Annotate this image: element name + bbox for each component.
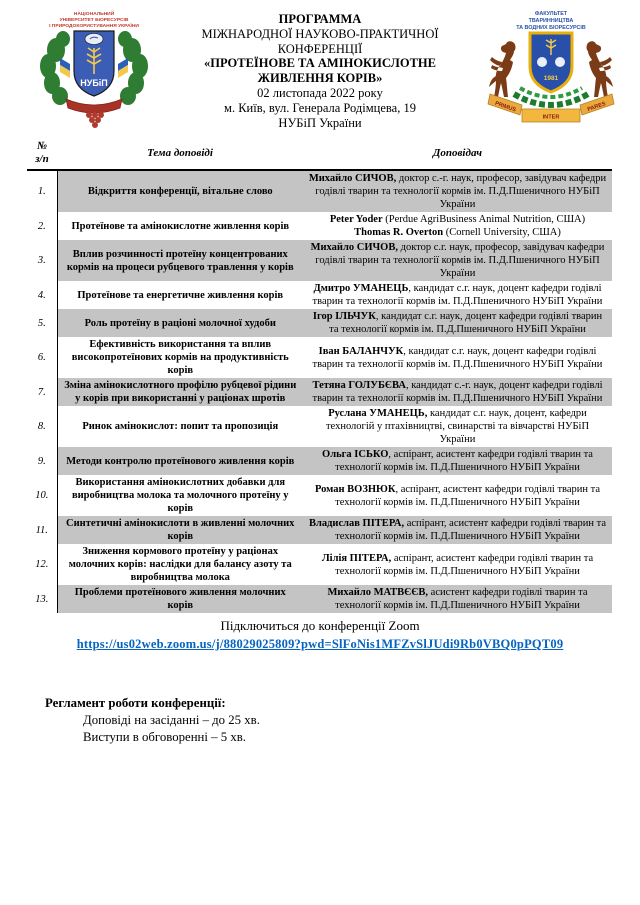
row-number: 8. (27, 406, 57, 447)
row-number: 10. (27, 475, 57, 516)
speaker-name: Peter Yoder (329, 214, 383, 225)
speaker-name: Владислав ПІТЕРА, (308, 518, 405, 529)
table-row (27, 585, 612, 613)
title-line: м. Київ, вул. Генерала Родімцева, 19 (224, 100, 416, 115)
table-row (27, 337, 612, 378)
speaker-name: Іван БАЛАНЧУК (318, 345, 404, 357)
cow-head-icon (537, 57, 547, 67)
faculty-year: 1981 (543, 75, 559, 82)
speaker-name: Михайло МАТВЄЄВ, (327, 587, 429, 598)
topic-cell: Використання амінокислотних добавки для виробництва молока та молочного протеїну у корів (71, 477, 289, 514)
column-header-topic: Тема доповіді (57, 138, 303, 170)
speaker-entry: Лілія ПІТЕРА, аспірант, асистент кафедри годівлі тварин та технології кормів ім. П.Д.Пшеничного НУБіП України (321, 552, 594, 577)
speaker-entry: Peter Yoder (Perdue AgriBusiness Animal Nutrition, США) (329, 214, 586, 225)
speaker-name: Дмитро УМАНЕЦЬ (313, 283, 409, 294)
ribbon-word: PARES (586, 101, 607, 113)
university-shield-icon (74, 31, 114, 96)
row-number: 4. (27, 281, 57, 309)
speaker-cell (303, 406, 612, 447)
banner-icon (66, 99, 122, 113)
university-name-line: І ПРИРОДОКОРИСТУВАННЯ УКРАЇНИ (49, 24, 139, 29)
speaker-cell (303, 544, 612, 585)
speaker-entry: Михайло СИЧОВ, доктор с.-г. наук, професор, завідувач кафедри годівлі тварин та технології кормів ім. П.Д.Пшеничного НУБіП України (308, 173, 607, 210)
table-row (27, 447, 612, 475)
speaker-entry: Thomas R. Overton (Cornell University, США) (354, 227, 561, 238)
table-row (27, 281, 612, 309)
university-name-line: НАЦІОНАЛЬНИЙ (73, 12, 115, 17)
column-header-number-bottom: з/п (35, 153, 49, 165)
speaker-name: Ігор ІЛЬЧУК (312, 311, 376, 322)
university-logo-text (49, 9, 139, 29)
title-line: МІЖНАРОДНОЇ НАУКОВО-ПРАКТИЧНОЇ (201, 26, 439, 41)
zoom-section (0, 618, 640, 653)
title-line: НУБіП України (278, 115, 362, 130)
speaker-name: Михайло СИЧОВ, (308, 173, 397, 184)
row-number: 5. (27, 309, 57, 337)
title-line: ПРОГРАММА (278, 12, 362, 26)
speaker-entry: Михайло СИЧОВ, доктор с.г. наук, професор, завідувач кафедри годівлі тварин та технології кормів ім. П.Д.Пшеничного НУБіП України (310, 242, 605, 279)
zoom-join-label: Підключиться до конференції Zoom (220, 618, 420, 633)
topic-cell: Проблеми протеїнового живлення молочних корів (57, 585, 303, 613)
grape-cluster-icon (86, 112, 104, 128)
speaker-name: Михайло СИЧОВ, (310, 242, 398, 253)
topic-cell: Протеїнове та енергетичне живлення корів (77, 289, 284, 301)
column-header-number (27, 138, 57, 170)
table-row (27, 240, 612, 281)
speaker-name: Лілія ПІТЕРА, (321, 552, 392, 564)
speaker-name: Ольга ІСЬКО (322, 449, 389, 460)
university-name-line: УНІВЕРСИТЕТ БІОРЕСУРСІВ (59, 18, 129, 23)
table-header-row (27, 138, 612, 170)
topic-cell: Зміна амінокислотного профілю рубцевої рідини у корів при використанні у раціонах шротів (57, 378, 303, 406)
speaker-cell (303, 309, 612, 337)
row-number: 6. (27, 337, 57, 378)
title-line: ЖИВЛЕННЯ КОРІВ» (257, 71, 383, 86)
faculty-shield-icon (530, 33, 572, 92)
zoom-meeting-link[interactable]: https://us02web.zoom.us/j/88029025809?pwd=SlFoNis1MFZvSlJUdi9Rb0VBQ0pPQT09 (76, 637, 564, 651)
speaker-cell (303, 378, 612, 406)
speaker-name: Роман ВОЗНЮК (314, 483, 396, 495)
speaker-entry: Іван БАЛАНЧУК, кандидат с.г. наук, доцент кафедри годівлі тварин та технології кормів ім. П.Д.Пшеничного НУБіП України (312, 345, 603, 370)
title-block (158, 6, 482, 130)
table-row (27, 378, 612, 406)
speaker-cell (303, 170, 612, 212)
fish-icon (555, 57, 565, 67)
table-row (27, 212, 612, 240)
conference-rules (45, 695, 640, 746)
column-header-speaker: Доповідач (303, 138, 612, 170)
speaker-name: Руслана УМАНЕЦЬ, (328, 408, 428, 419)
title-line: «ПРОТЕЇНОВЕ ТА АМІНОКИСЛОТНЕ (204, 56, 436, 71)
table-row (27, 170, 612, 212)
speaker-cell (303, 337, 612, 378)
row-number: 3. (27, 240, 57, 281)
speaker-entry: Владислав ПІТЕРА, аспірант, асистент кафедри годівлі тварин та технології кормів ім. П.Д.Пшеничного НУБіП України (308, 518, 607, 542)
speaker-cell (303, 281, 612, 309)
speaker-cell (303, 447, 612, 475)
row-number: 7. (27, 378, 57, 406)
topic-cell: Ринок амінокислот: попит та пропозиція (82, 421, 279, 432)
speaker-name: Thomas R. Overton (354, 227, 444, 238)
shield-label: НУБіП (80, 78, 108, 88)
speaker-entry: Руслана УМАНЕЦЬ, кандидат с.г. наук, доцент, кафедри технологій у птахівництві, свинарстві та вівчарстві НУБіП України (325, 408, 590, 445)
speaker-entry: Ольга ІСЬКО, аспірант, асистент кафедри годівлі тварин та технології кормів ім. П.Д.Пшеничного НУБіП України (322, 449, 593, 473)
rules-line: Доповіді на засіданні – до 25 хв. (83, 713, 260, 727)
table-row (27, 544, 612, 585)
topic-cell: Зниження кормового протеїну у раціонах молочних корів: наслідки для балансу азоту та виробництва молока (68, 546, 292, 583)
speaker-cell (303, 240, 612, 281)
row-number: 11. (27, 516, 57, 544)
speaker-entry: Ігор ІЛЬЧУК, кандидат с.г. наук, доцент кафедри годівлі тварин та технології кормів ім. П.Д.Пшеничного НУБіП України (312, 311, 603, 335)
table-row (27, 309, 612, 337)
speaker-name: Тетяна ГОЛУБЄВА (312, 380, 406, 391)
topic-cell: Протеїнове та амінокислотне живлення корів (71, 220, 290, 232)
topic-cell: Вплив розчинності протеїну концентрованих кормів на процеси рубцевого травлення у корів (57, 240, 303, 281)
speaker-entry: Михайло МАТВЄЄВ, асистент кафедри годівлі тварин та технології кормів ім. П.Д.Пшеничного НУБіП України (327, 587, 588, 611)
table-row (27, 406, 612, 447)
rules-line: Виступи в обговоренні – 5 хв. (83, 730, 246, 744)
title-line: КОНФЕРЕНЦІЇ (277, 41, 363, 56)
topic-cell: Синтетичні амінокислоти в живленні молочних корів (57, 516, 303, 544)
faculty-name-line: ТВАРИННИЦТВА (528, 18, 574, 24)
title-line: 02 листопада 2022 року (257, 85, 383, 100)
page-header (0, 0, 640, 132)
row-number: 12. (27, 544, 57, 585)
column-header-number-top: № (36, 140, 48, 152)
program-table (27, 138, 612, 613)
speaker-cell (303, 212, 612, 240)
row-number: 2. (27, 212, 57, 240)
university-logo (30, 6, 158, 132)
speaker-cell (303, 585, 612, 613)
topic-cell: Ефективність використання та вплив високопротеїнових кормів на продуктивність корів (71, 339, 289, 376)
topic-cell: Роль протеїну в раціоні молочної худоби (57, 309, 303, 337)
speaker-entry: Дмитро УМАНЕЦЬ, кандидат с.г. наук, доцент кафедри годівлі тварин та технології кормів ім. П.Д.Пшеничного НУБіП України (312, 283, 603, 307)
table-row (27, 475, 612, 516)
row-number: 13. (27, 585, 57, 613)
rules-heading: Регламент роботи конференції: (45, 696, 226, 710)
ribbon-word: PRIMUS (494, 100, 517, 114)
faculty-logo (482, 6, 620, 130)
table-row (27, 516, 612, 544)
row-number: 1. (27, 170, 57, 212)
speaker-entry: Тетяна ГОЛУБЄВА, кандидат с.-г. наук, доцент кафедри годівлі тварин та технології кормів ім. П.Д.Пшеничного НУБіП України (312, 380, 603, 404)
faculty-logo-text (516, 11, 586, 31)
row-number: 9. (27, 447, 57, 475)
faculty-name-line: ФАКУЛЬТЕТ (534, 11, 568, 17)
topic-cell: Відкриття конференції, вітальне слово (57, 170, 303, 212)
speaker-entry: Роман ВОЗНЮК, аспірант, асистент кафедри годівлі тварин та технології кормів ім. П.Д.Пшеничного НУБіП України (314, 483, 601, 508)
ribbon-word: INTER (542, 114, 560, 121)
topic-cell: Методи контролю протеїнового живлення корів (57, 447, 303, 475)
program-table-body (27, 170, 612, 613)
faculty-name-line: ТА ВОДНИХ БІОРЕСУРСІВ (516, 25, 586, 31)
speaker-cell (303, 516, 612, 544)
speaker-cell (303, 475, 612, 516)
